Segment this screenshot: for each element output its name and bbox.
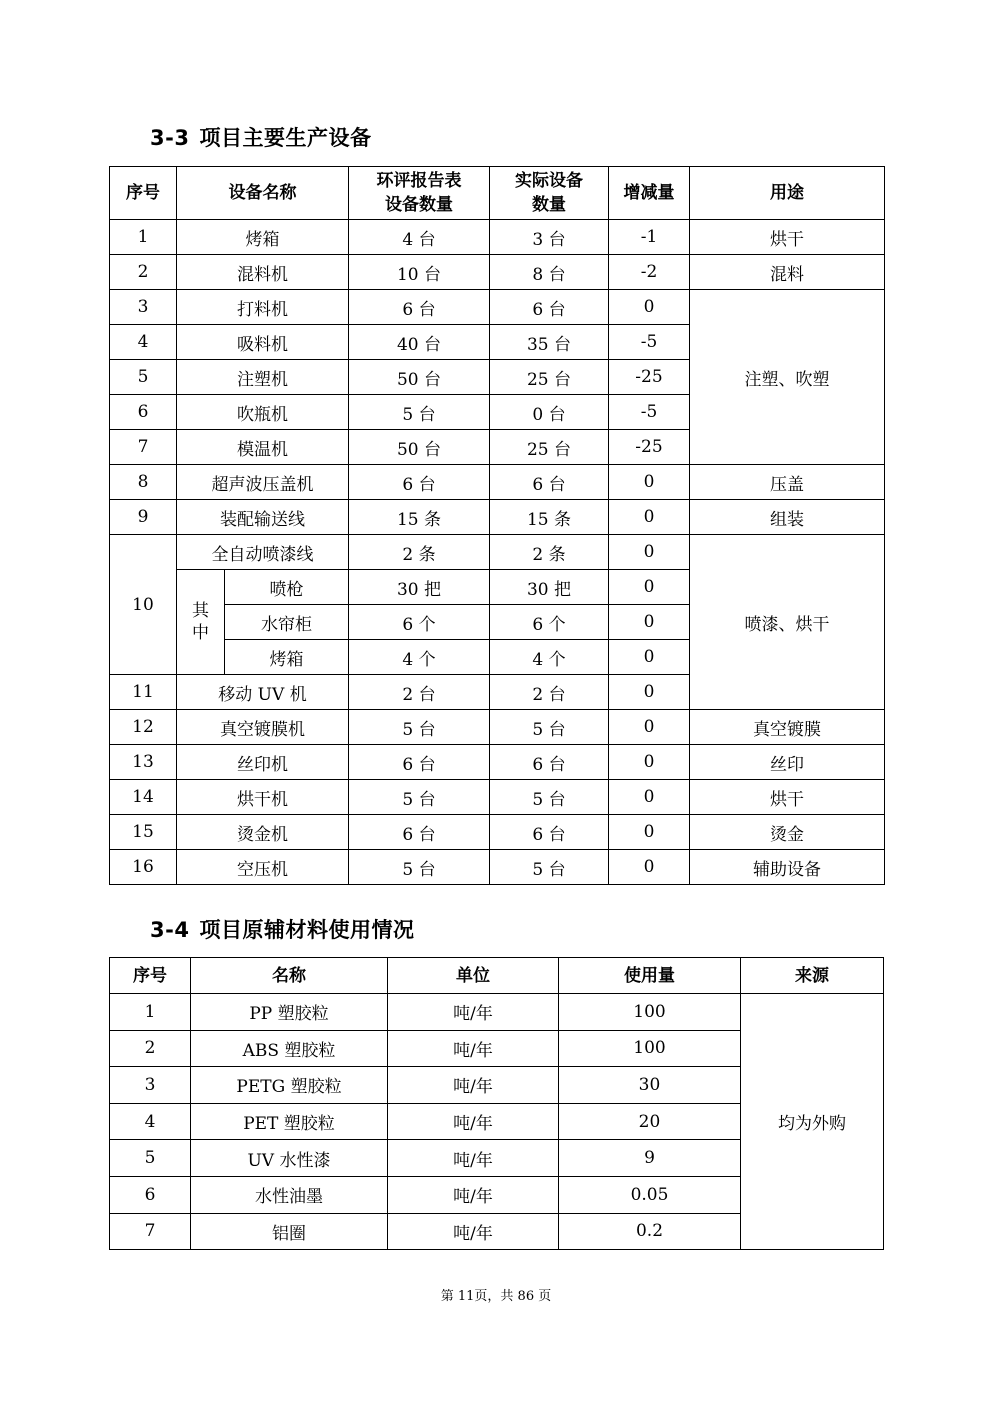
cell-report: 6 台: [349, 815, 490, 850]
cell-no: 1: [110, 220, 177, 255]
cell-source-merged: 均为外购: [741, 994, 884, 1250]
cell-actual: 30 把: [490, 570, 609, 605]
cell-name: 丝印机: [177, 745, 349, 780]
table-row: [110, 994, 884, 1031]
section-number: 3-3: [150, 126, 190, 150]
section-number: 3-4: [150, 918, 190, 942]
table-row: [110, 535, 885, 570]
cell-sub-label: 其 中: [177, 570, 225, 675]
cell-name: 混料机: [177, 255, 349, 290]
table-row: [110, 710, 885, 745]
cell-change: -2: [609, 255, 690, 290]
cell-use: 丝印: [690, 745, 885, 780]
section-title: 项目主要生产设备: [199, 126, 372, 150]
cell-amount: 0.2: [559, 1213, 741, 1250]
cell-actual: 5 台: [490, 780, 609, 815]
cell-unit: 吨/年: [388, 1103, 559, 1140]
header-actual-qty: 实际设备 数量: [490, 167, 609, 220]
cell-report: 6 个: [349, 605, 490, 640]
header-source: 来源: [741, 958, 884, 994]
cell-name: 喷枪: [225, 570, 349, 605]
equipment-table: [109, 166, 885, 885]
cell-unit: 吨/年: [388, 1067, 559, 1104]
header-name: 名称: [191, 958, 388, 994]
cell-unit: 吨/年: [388, 1140, 559, 1177]
cell-change: 0: [609, 745, 690, 780]
cell-no: 2: [110, 255, 177, 290]
cell-no: 8: [110, 465, 177, 500]
cell-actual: 25 台: [490, 360, 609, 395]
table-row: [110, 500, 885, 535]
cell-use: 混料: [690, 255, 885, 290]
cell-name: 烘干机: [177, 780, 349, 815]
cell-unit: 吨/年: [388, 994, 559, 1031]
cell-change: -1: [609, 220, 690, 255]
cell-actual: 6 台: [490, 465, 609, 500]
cell-use: 烘干: [690, 780, 885, 815]
cell-report: 50 台: [349, 430, 490, 465]
cell-no: 7: [110, 430, 177, 465]
section-title: 项目原辅材料使用情况: [199, 918, 415, 942]
cell-no: 5: [110, 360, 177, 395]
cell-name: 打料机: [177, 290, 349, 325]
cell-report: 6 台: [349, 465, 490, 500]
cell-change: -25: [609, 360, 690, 395]
header-amount: 使用量: [559, 958, 741, 994]
cell-report: 5 台: [349, 395, 490, 430]
cell-report: 50 台: [349, 360, 490, 395]
section-heading-materials: [150, 914, 414, 944]
cell-change: -5: [609, 325, 690, 360]
header-change: 增减量: [609, 167, 690, 220]
table-row: [110, 290, 885, 325]
header-report-qty: 环评报告表 设备数量: [349, 167, 490, 220]
cell-amount: 100: [559, 994, 741, 1031]
cell-use-merged: 喷漆、烘干: [690, 535, 885, 710]
cell-report: 4 台: [349, 220, 490, 255]
materials-table: [109, 957, 884, 1250]
cell-change: 0: [609, 780, 690, 815]
cell-change: 0: [609, 605, 690, 640]
table-row: [110, 220, 885, 255]
cell-change: 0: [609, 815, 690, 850]
cell-amount: 0.05: [559, 1176, 741, 1213]
table-row: [110, 745, 885, 780]
header-unit: 单位: [388, 958, 559, 994]
section-heading-equipment: [150, 122, 371, 152]
cell-amount: 30: [559, 1067, 741, 1104]
cell-name: 模温机: [177, 430, 349, 465]
cell-no: 1: [110, 994, 191, 1031]
cell-actual: 6 台: [490, 290, 609, 325]
cell-no: 7: [110, 1213, 191, 1250]
cell-actual: 6 台: [490, 815, 609, 850]
cell-amount: 100: [559, 1030, 741, 1067]
cell-report: 40 台: [349, 325, 490, 360]
cell-no: 16: [110, 850, 177, 885]
cell-no: 2: [110, 1030, 191, 1067]
cell-no: 3: [110, 290, 177, 325]
cell-use: 烫金: [690, 815, 885, 850]
cell-name: 空压机: [177, 850, 349, 885]
cell-name: 水帘柜: [225, 605, 349, 640]
cell-no: 15: [110, 815, 177, 850]
cell-no: 4: [110, 1103, 191, 1140]
table-row: [110, 255, 885, 290]
cell-actual: 2 条: [490, 535, 609, 570]
cell-amount: 20: [559, 1103, 741, 1140]
cell-change: 0: [609, 850, 690, 885]
cell-name: PP 塑胶粒: [191, 994, 388, 1031]
cell-change: 0: [609, 290, 690, 325]
cell-name: 注塑机: [177, 360, 349, 395]
cell-actual: 6 台: [490, 745, 609, 780]
cell-report: 4 个: [349, 640, 490, 675]
cell-use-merged: 注塑、吹塑: [690, 290, 885, 465]
table-row: [110, 465, 885, 500]
cell-change: 0: [609, 675, 690, 710]
table-header-row: [110, 167, 885, 220]
table-row: [110, 850, 885, 885]
cell-amount: 9: [559, 1140, 741, 1177]
cell-no: 3: [110, 1067, 191, 1104]
cell-report: 2 台: [349, 675, 490, 710]
cell-report: 6 台: [349, 290, 490, 325]
cell-change: 0: [609, 640, 690, 675]
header-use: 用途: [690, 167, 885, 220]
cell-change: 0: [609, 570, 690, 605]
cell-no: 4: [110, 325, 177, 360]
cell-actual: 0 台: [490, 395, 609, 430]
cell-name: 铝圈: [191, 1213, 388, 1250]
cell-name: 吸料机: [177, 325, 349, 360]
cell-actual: 2 台: [490, 675, 609, 710]
table-header-row: [110, 958, 884, 994]
cell-name: ABS 塑胶粒: [191, 1030, 388, 1067]
cell-no: 14: [110, 780, 177, 815]
cell-actual: 6 个: [490, 605, 609, 640]
cell-no: 5: [110, 1140, 191, 1177]
cell-actual: 35 台: [490, 325, 609, 360]
cell-unit: 吨/年: [388, 1213, 559, 1250]
cell-actual: 25 台: [490, 430, 609, 465]
cell-name: 全自动喷漆线: [177, 535, 349, 570]
cell-change: 0: [609, 710, 690, 745]
cell-actual: 5 台: [490, 710, 609, 745]
cell-no: 9: [110, 500, 177, 535]
cell-name: 真空镀膜机: [177, 710, 349, 745]
header-no: 序号: [110, 958, 191, 994]
cell-report: 5 台: [349, 710, 490, 745]
cell-name: 装配输送线: [177, 500, 349, 535]
cell-use: 压盖: [690, 465, 885, 500]
cell-change: 0: [609, 535, 690, 570]
cell-no: 13: [110, 745, 177, 780]
cell-name: 水性油墨: [191, 1176, 388, 1213]
cell-use: 烘干: [690, 220, 885, 255]
cell-unit: 吨/年: [388, 1176, 559, 1213]
cell-name: 移动 UV 机: [177, 675, 349, 710]
header-name: 设备名称: [177, 167, 349, 220]
cell-report: 2 条: [349, 535, 490, 570]
cell-no: 6: [110, 1176, 191, 1213]
cell-change: -5: [609, 395, 690, 430]
cell-report: 10 台: [349, 255, 490, 290]
cell-no: 11: [110, 675, 177, 710]
cell-actual: 4 个: [490, 640, 609, 675]
cell-report: 6 台: [349, 745, 490, 780]
cell-use: 辅助设备: [690, 850, 885, 885]
cell-name: 超声波压盖机: [177, 465, 349, 500]
table-row: [110, 780, 885, 815]
cell-change: 0: [609, 465, 690, 500]
cell-name: PETG 塑胶粒: [191, 1067, 388, 1104]
table-row: [110, 815, 885, 850]
cell-name: 烤箱: [177, 220, 349, 255]
cell-name: UV 水性漆: [191, 1140, 388, 1177]
cell-change: 0: [609, 500, 690, 535]
cell-name: PET 塑胶粒: [191, 1103, 388, 1140]
cell-use: 组装: [690, 500, 885, 535]
cell-change: -25: [609, 430, 690, 465]
page-footer: 第 11页，共 86 页: [440, 1289, 552, 1304]
cell-unit: 吨/年: [388, 1030, 559, 1067]
cell-actual: 15 条: [490, 500, 609, 535]
cell-actual: 5 台: [490, 850, 609, 885]
cell-report: 15 条: [349, 500, 490, 535]
cell-name: 吹瓶机: [177, 395, 349, 430]
cell-report: 5 台: [349, 850, 490, 885]
cell-no-merged: 10: [110, 535, 177, 675]
cell-report: 5 台: [349, 780, 490, 815]
cell-no: 6: [110, 395, 177, 430]
cell-report: 30 把: [349, 570, 490, 605]
cell-actual: 8 台: [490, 255, 609, 290]
cell-actual: 3 台: [490, 220, 609, 255]
cell-no: 12: [110, 710, 177, 745]
cell-name: 烫金机: [177, 815, 349, 850]
cell-use: 真空镀膜: [690, 710, 885, 745]
cell-name: 烤箱: [225, 640, 349, 675]
header-no: 序号: [110, 167, 177, 220]
